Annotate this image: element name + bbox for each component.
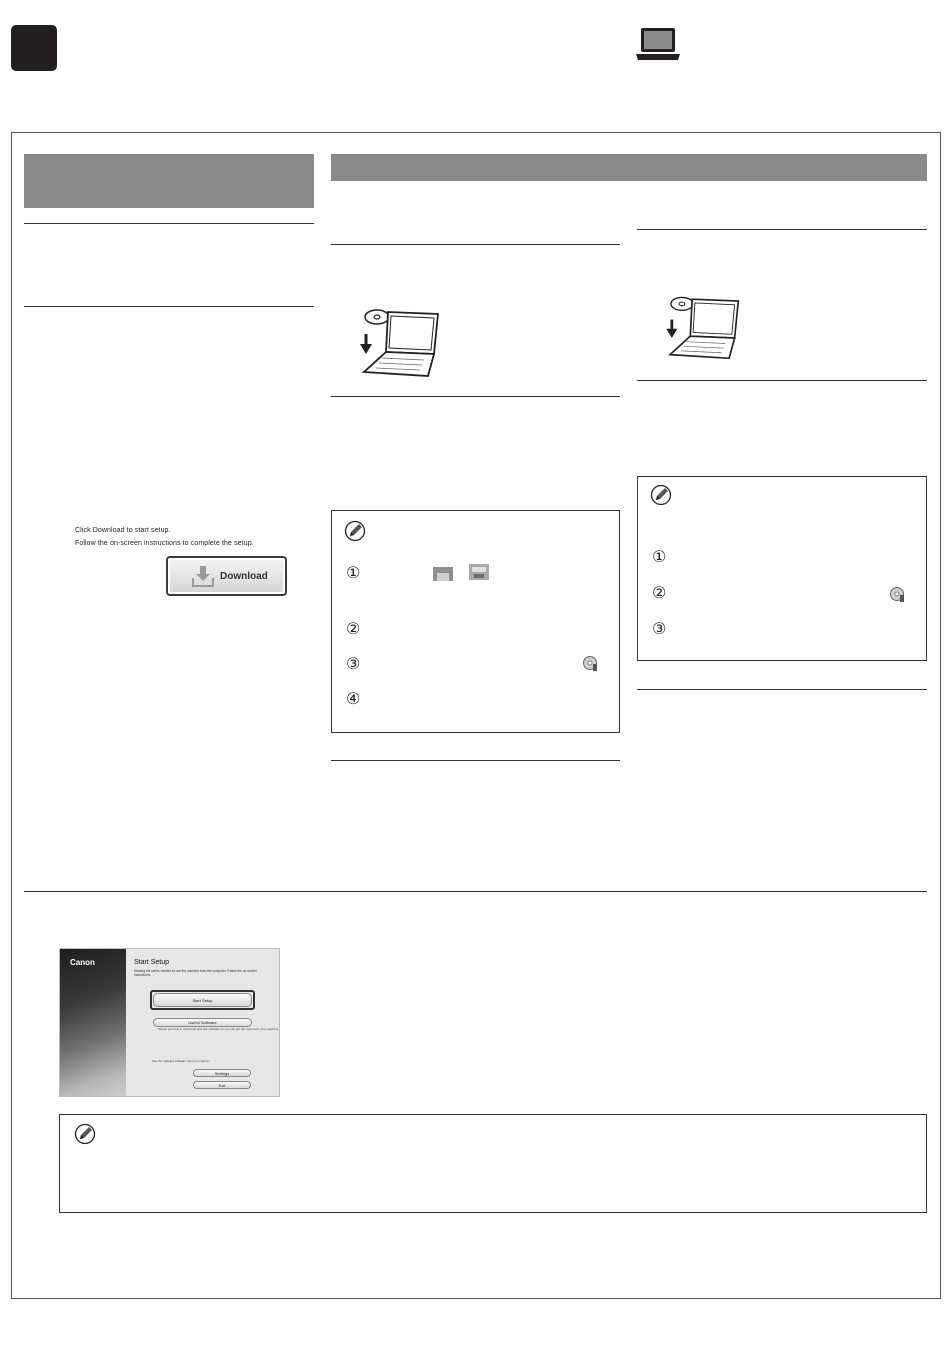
pencil-note-icon (344, 520, 366, 542)
step-marker: ④ (346, 689, 361, 708)
divider (24, 306, 314, 307)
start-setup-button[interactable]: Start Setup (153, 993, 252, 1007)
pencil-note-icon (650, 484, 672, 506)
divider (24, 223, 314, 224)
divider (637, 229, 927, 230)
divider (637, 380, 927, 381)
right-section-header (331, 154, 927, 181)
canon-logo: Canon (70, 958, 95, 967)
download-button[interactable] (166, 556, 287, 596)
step-number-badge (11, 25, 57, 71)
printer-folder-icon (468, 562, 490, 582)
step-marker: ① (346, 563, 361, 582)
download-instruction-2: Follow the on-screen instructions to complete the setup. (75, 540, 254, 547)
highlight-frame (150, 990, 255, 1010)
step-marker: ③ (346, 654, 361, 673)
pencil-note-icon (74, 1123, 96, 1145)
exit-button[interactable]: Exit (193, 1081, 251, 1089)
download-icon (192, 565, 214, 587)
cd-to-laptop-icon (358, 302, 448, 380)
useful-software-button[interactable]: Useful Software (153, 1018, 252, 1027)
note-box-windows (331, 510, 620, 733)
setup-disc-icon (889, 585, 905, 603)
step-marker: ③ (652, 619, 667, 638)
cd-to-laptop-icon (664, 290, 748, 362)
divider (637, 689, 927, 690)
setup-disc-icon (582, 654, 598, 672)
update-checkbox-label[interactable]: Use the updated software found on internet (152, 1059, 210, 1063)
left-section-header (24, 154, 314, 208)
download-button-label: Download (220, 570, 268, 582)
settings-button[interactable]: Settings (193, 1069, 251, 1077)
note-box-bottom (59, 1114, 927, 1213)
step-marker: ② (652, 583, 667, 602)
divider (331, 396, 620, 397)
useful-software-desc: Shows you how to download and use software so you can get the most from your machine. (158, 1027, 279, 1031)
step-marker: ② (346, 619, 361, 638)
laptop-icon (634, 26, 682, 64)
note-box-mac (637, 476, 927, 661)
printer-icon (432, 563, 454, 583)
divider (24, 891, 927, 892)
download-instruction-1: Click Download to start setup. (75, 527, 171, 534)
setup-subtitle: Starting the series needed to use the machine from the computer. Follow the on-screen instructions. (134, 969, 257, 978)
photo-collage (60, 949, 126, 1097)
divider (331, 760, 620, 761)
step-marker: ① (652, 547, 667, 566)
setup-title: Start Setup (134, 959, 170, 966)
divider (331, 244, 620, 245)
start-setup-screenshot (59, 948, 280, 1097)
